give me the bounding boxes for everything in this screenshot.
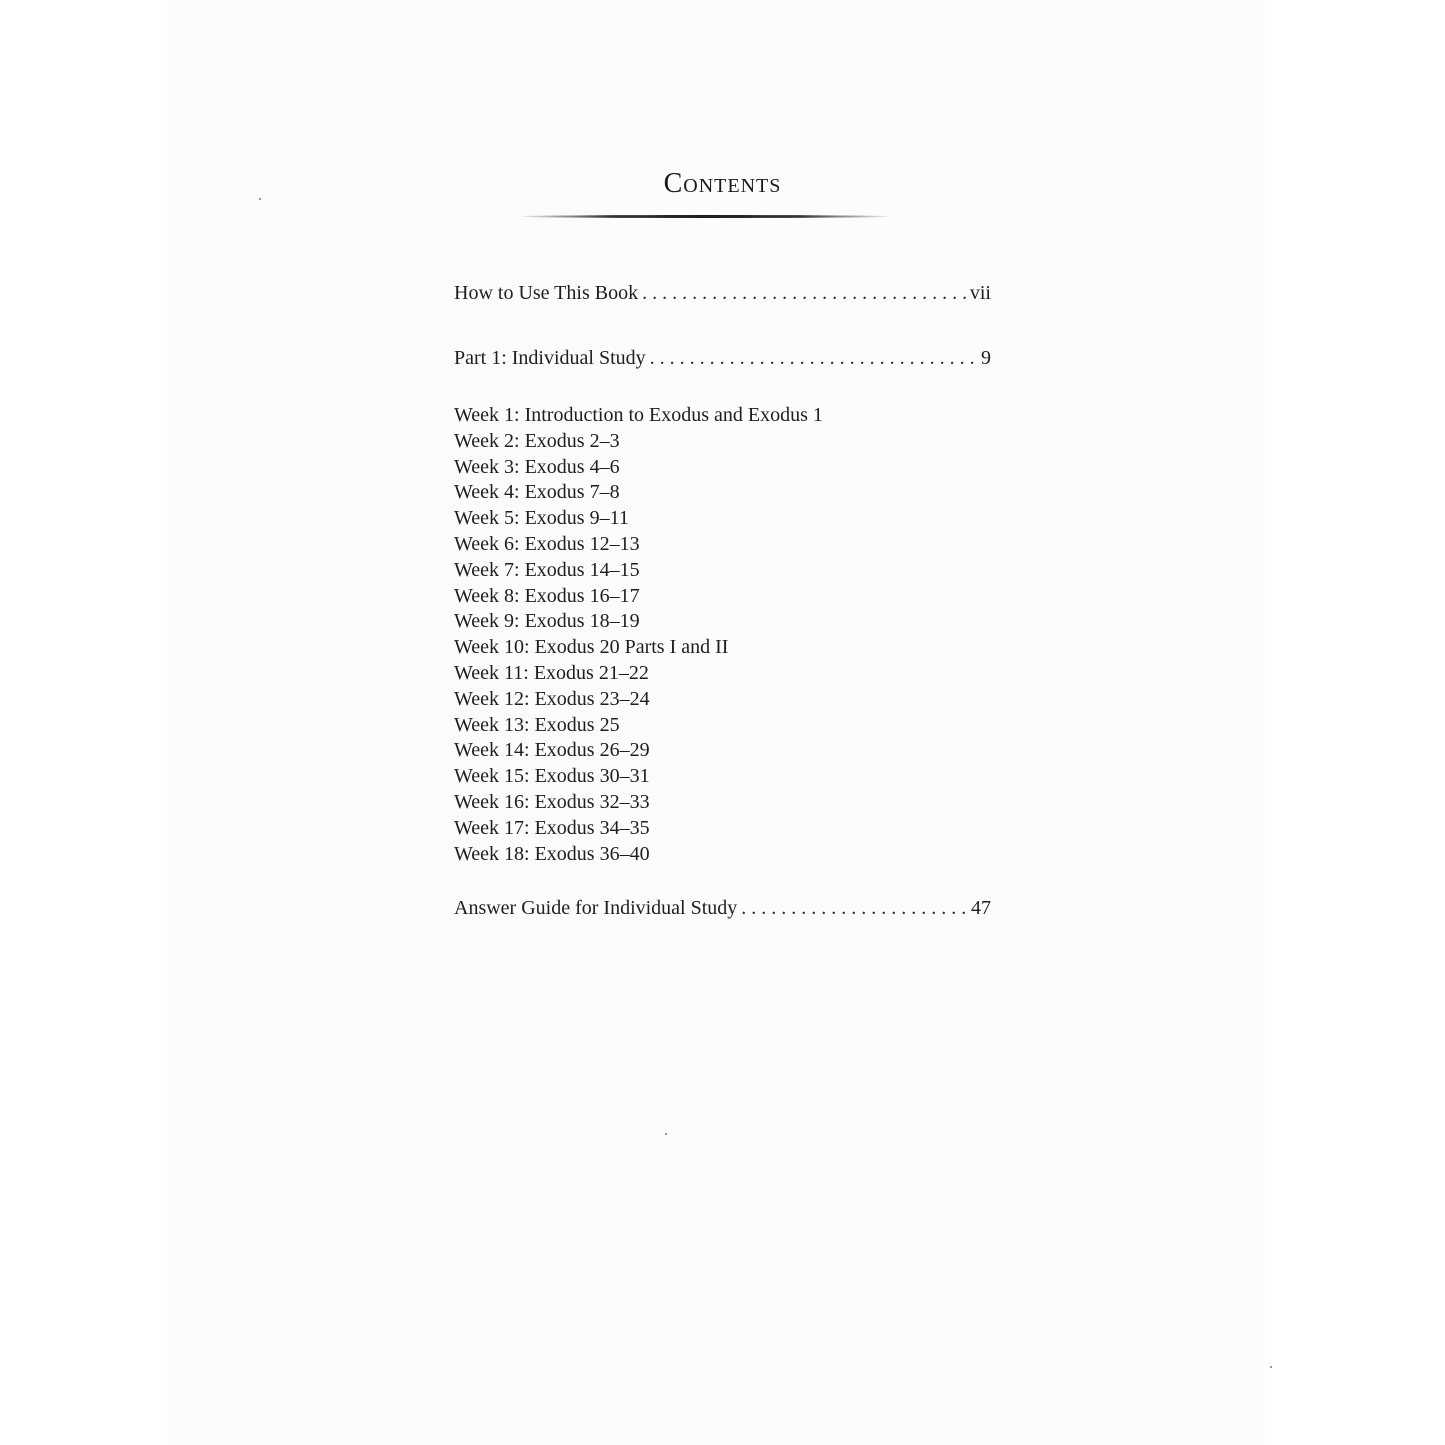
week-item: Week 5: Exodus 9–11 [454,507,629,530]
week-item: Week 17: Exodus 34–35 [454,816,650,839]
toc-entry-page: 47 [971,897,991,919]
dot-leader [642,280,966,306]
paper-speck [1270,1366,1272,1368]
toc-entry-answer-guide [454,895,991,921]
week-item: Week 12: Exodus 23–24 [454,687,650,710]
toc-entry-title: Answer Guide for Individual Study [454,897,738,919]
week-item: Week 6: Exodus 12–13 [454,532,640,555]
week-item: Week 11: Exodus 21–22 [454,661,649,684]
week-item: Week 2: Exodus 2–3 [454,429,620,452]
week-item: Week 14: Exodus 26–29 [454,739,650,762]
toc-entry-title: Part 1: Individual Study [454,347,646,369]
toc-entry-title: How to Use This Book [454,282,639,304]
week-list [454,403,823,867]
week-item: Week 8: Exodus 16–17 [454,584,640,607]
week-item: Week 18: Exodus 36–40 [454,842,650,865]
toc-entry-how-to-use [454,280,991,306]
toc-entry-part-1 [454,345,991,371]
week-item: Week 13: Exodus 25 [454,713,620,736]
week-item: Week 4: Exodus 7–8 [454,481,620,504]
paper-speck [259,198,261,200]
week-item: Week 3: Exodus 4–6 [454,455,620,478]
week-item: Week 1: Introduction to Exodus and Exodus 1 [454,404,823,426]
paper-speck [665,1133,667,1135]
toc-entry-page: 9 [981,347,991,369]
week-item: Week 9: Exodus 18–19 [454,610,640,633]
week-item: Week 7: Exodus 14–15 [454,558,640,581]
page-title: Contents [663,168,782,199]
week-item: Week 16: Exodus 32–33 [454,790,650,813]
week-item: Week 15: Exodus 30–31 [454,765,650,788]
toc-entry-page: vii [969,282,991,304]
week-item: Week 10: Exodus 20 Parts I and II [454,636,729,659]
dot-leader [741,895,967,921]
title-underline-rule [515,215,895,218]
dot-leader [650,345,977,371]
